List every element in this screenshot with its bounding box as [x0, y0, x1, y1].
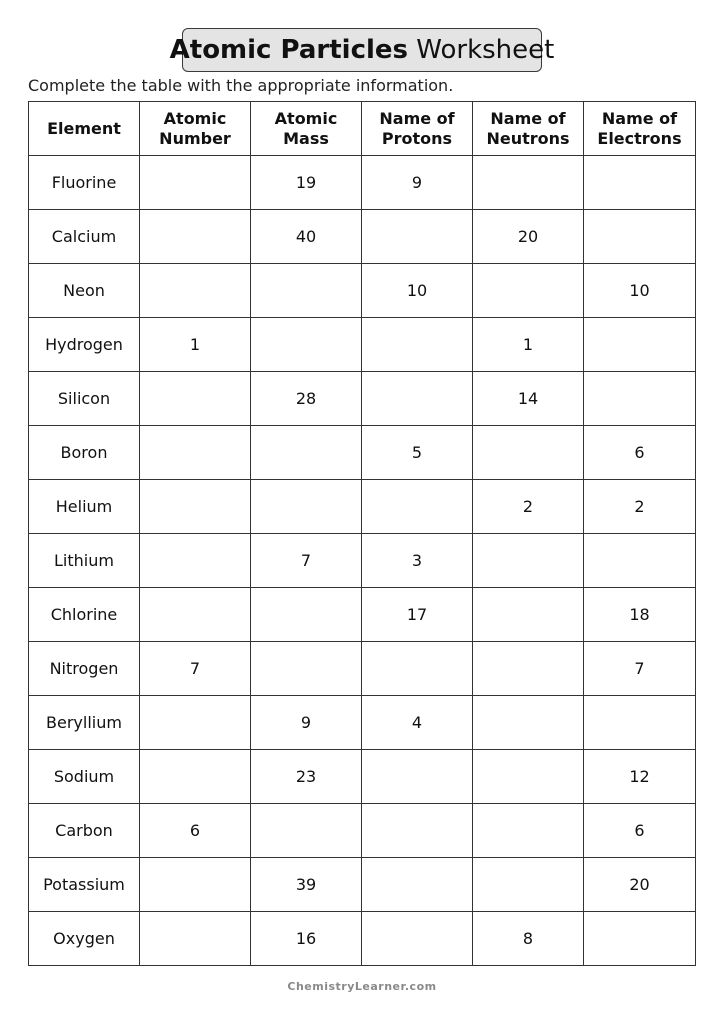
table-row [29, 210, 696, 264]
cell-atomic-mass: 40 [251, 210, 362, 264]
cell-atomic-mass[interactable] [251, 426, 362, 480]
cell-atomic-number[interactable] [140, 912, 251, 966]
cell-atomic-number: 7 [140, 642, 251, 696]
cell-protons[interactable] [362, 858, 473, 912]
cell-atomic-mass: 39 [251, 858, 362, 912]
table-row [29, 804, 696, 858]
table-row [29, 264, 696, 318]
cell-protons: 5 [362, 426, 473, 480]
cell-electrons[interactable] [584, 912, 696, 966]
cell-protons[interactable] [362, 372, 473, 426]
cell-protons[interactable] [362, 804, 473, 858]
element-name-cell: Chlorine [29, 588, 140, 642]
cell-protons[interactable] [362, 480, 473, 534]
cell-neutrons: 1 [473, 318, 584, 372]
element-name-cell: Hydrogen [29, 318, 140, 372]
cell-atomic-mass[interactable] [251, 480, 362, 534]
cell-atomic-number[interactable] [140, 372, 251, 426]
table-row [29, 750, 696, 804]
instructions-text: Complete the table with the appropriate information. [28, 76, 454, 95]
cell-electrons: 2 [584, 480, 696, 534]
cell-electrons: 10 [584, 264, 696, 318]
cell-atomic-number[interactable] [140, 156, 251, 210]
table-row [29, 858, 696, 912]
worksheet-title [169, 28, 555, 72]
cell-protons: 17 [362, 588, 473, 642]
atomic-particles-table [28, 101, 696, 966]
cell-neutrons[interactable] [473, 750, 584, 804]
cell-protons[interactable] [362, 210, 473, 264]
element-name-cell: Nitrogen [29, 642, 140, 696]
cell-electrons: 18 [584, 588, 696, 642]
title-regular-part: Worksheet [416, 35, 555, 65]
cell-protons[interactable] [362, 912, 473, 966]
table-body [29, 156, 696, 966]
cell-neutrons[interactable] [473, 804, 584, 858]
cell-atomic-number[interactable] [140, 750, 251, 804]
column-header-electrons: Name of Electrons [584, 102, 696, 156]
cell-protons[interactable] [362, 318, 473, 372]
cell-atomic-mass[interactable] [251, 642, 362, 696]
cell-protons: 3 [362, 534, 473, 588]
element-name-cell: Sodium [29, 750, 140, 804]
element-name-cell: Oxygen [29, 912, 140, 966]
cell-atomic-mass[interactable] [251, 264, 362, 318]
table-row [29, 912, 696, 966]
cell-neutrons: 14 [473, 372, 584, 426]
cell-neutrons[interactable] [473, 642, 584, 696]
cell-neutrons[interactable] [473, 264, 584, 318]
column-header-protons: Name of Protons [362, 102, 473, 156]
cell-atomic-number[interactable] [140, 426, 251, 480]
cell-protons[interactable] [362, 750, 473, 804]
cell-atomic-number[interactable] [140, 858, 251, 912]
table-header-row [29, 102, 696, 156]
cell-atomic-mass: 16 [251, 912, 362, 966]
table-row [29, 480, 696, 534]
cell-atomic-number[interactable] [140, 696, 251, 750]
cell-neutrons: 2 [473, 480, 584, 534]
table-row [29, 696, 696, 750]
cell-atomic-mass[interactable] [251, 804, 362, 858]
cell-neutrons: 20 [473, 210, 584, 264]
element-name-cell: Fluorine [29, 156, 140, 210]
cell-electrons: 7 [584, 642, 696, 696]
element-name-cell: Potassium [29, 858, 140, 912]
table-row [29, 642, 696, 696]
table-row [29, 372, 696, 426]
cell-electrons[interactable] [584, 318, 696, 372]
cell-electrons: 12 [584, 750, 696, 804]
cell-electrons: 6 [584, 804, 696, 858]
element-name-cell: Boron [29, 426, 140, 480]
cell-atomic-mass[interactable] [251, 588, 362, 642]
cell-protons: 4 [362, 696, 473, 750]
cell-electrons[interactable] [584, 696, 696, 750]
element-name-cell: Helium [29, 480, 140, 534]
cell-atomic-mass: 9 [251, 696, 362, 750]
table-row [29, 426, 696, 480]
element-name-cell: Silicon [29, 372, 140, 426]
element-name-cell: Neon [29, 264, 140, 318]
column-header-atomic-mass: Atomic Mass [251, 102, 362, 156]
cell-atomic-number: 6 [140, 804, 251, 858]
cell-atomic-number[interactable] [140, 588, 251, 642]
cell-neutrons[interactable] [473, 588, 584, 642]
cell-atomic-mass: 19 [251, 156, 362, 210]
table-row [29, 156, 696, 210]
cell-atomic-number: 1 [140, 318, 251, 372]
column-header-atomic-number: Atomic Number [140, 102, 251, 156]
table-row [29, 318, 696, 372]
cell-atomic-mass: 23 [251, 750, 362, 804]
cell-atomic-mass: 7 [251, 534, 362, 588]
cell-neutrons[interactable] [473, 858, 584, 912]
cell-atomic-number[interactable] [140, 534, 251, 588]
table-row [29, 588, 696, 642]
cell-electrons: 20 [584, 858, 696, 912]
cell-electrons[interactable] [584, 372, 696, 426]
column-header-neutrons: Name of Neutrons [473, 102, 584, 156]
cell-electrons[interactable] [584, 534, 696, 588]
cell-protons: 10 [362, 264, 473, 318]
element-name-cell: Beryllium [29, 696, 140, 750]
cell-atomic-number[interactable] [140, 210, 251, 264]
title-bold-part: Atomic Particles [169, 35, 409, 65]
column-header-element: Element [29, 102, 140, 156]
cell-neutrons[interactable] [473, 156, 584, 210]
cell-electrons[interactable] [584, 156, 696, 210]
element-name-cell: Carbon [29, 804, 140, 858]
cell-atomic-number[interactable] [140, 480, 251, 534]
table-row [29, 534, 696, 588]
cell-neutrons[interactable] [473, 696, 584, 750]
cell-atomic-mass[interactable] [251, 318, 362, 372]
cell-protons: 9 [362, 156, 473, 210]
element-name-cell: Lithium [29, 534, 140, 588]
cell-neutrons[interactable] [473, 534, 584, 588]
cell-neutrons[interactable] [473, 426, 584, 480]
cell-atomic-mass: 28 [251, 372, 362, 426]
cell-neutrons: 8 [473, 912, 584, 966]
element-name-cell: Calcium [29, 210, 140, 264]
footer-credit: ChemistryLearner.com [287, 980, 437, 993]
cell-electrons[interactable] [584, 210, 696, 264]
cell-protons[interactable] [362, 642, 473, 696]
cell-electrons: 6 [584, 426, 696, 480]
cell-atomic-number[interactable] [140, 264, 251, 318]
